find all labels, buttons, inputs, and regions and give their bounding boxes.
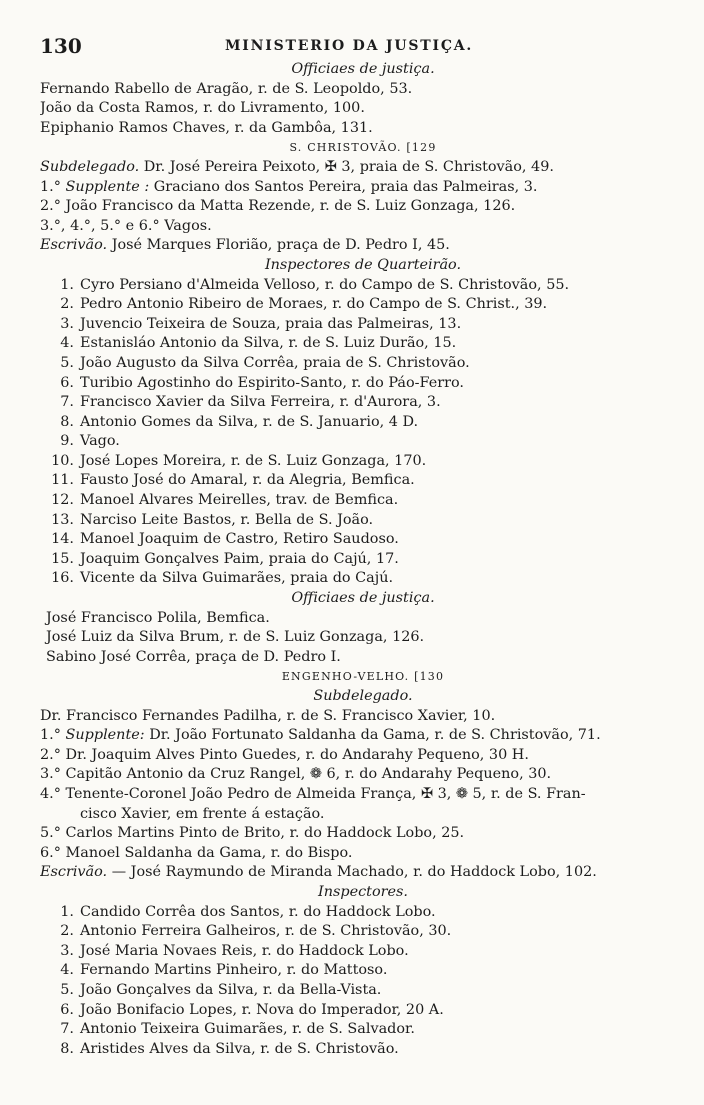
item-text: Joaquim Gonçalves Paim, praia do Cajú, 17. xyxy=(80,550,399,567)
item-number: 1. xyxy=(60,903,74,920)
item-number: 15. xyxy=(51,550,74,567)
district-title: ENGENHO-VELHO. [130 xyxy=(281,670,445,684)
item-text: Cyro Persiano d'Almeida Velloso, r. do Campo de S. Christovão, 55. xyxy=(80,276,570,293)
item-number: 6. xyxy=(60,1001,74,1018)
item-text: Vago. xyxy=(80,433,120,450)
item-text: Manoel Joaquim de Castro, Retiro Saudoso. xyxy=(80,531,399,548)
item-text: Antonio Ferreira Galheiros, r. de S. Christovão, 30. xyxy=(80,923,452,940)
section-heading: Officiaes de justiça. xyxy=(291,61,435,77)
item-number: 7. xyxy=(60,394,74,411)
item-number: 14. xyxy=(51,531,74,548)
item-text: Fausto José do Amaral, r. da Alegria, Bemfica. xyxy=(80,472,415,489)
section-heading: Inspectores de Quarteirão. xyxy=(264,256,462,273)
item-number: 4. xyxy=(60,962,74,979)
supplente-number: 1.° xyxy=(40,727,61,744)
page-header xyxy=(40,34,686,60)
item-text: Narciso Leite Bastos, r. Bella de S. João. xyxy=(80,511,374,528)
list-item: Sabino José Corrêa, praça de D. Pedro I. xyxy=(46,648,341,665)
item-text: Pedro Antonio Ribeiro de Moraes, r. do Campo de S. Christ., 39. xyxy=(80,296,548,313)
item-text: João Gonçalves da Silva, r. da Bella-Vista. xyxy=(80,981,382,998)
list-item: Epiphanio Ramos Chaves, r. da Gambôa, 131. xyxy=(40,119,373,136)
list-item xyxy=(40,354,686,374)
escrivao-label: Escrivão. xyxy=(40,864,108,881)
item-number: 5. xyxy=(60,354,74,371)
supplente-line: 3.° Capitão Antonio da Cruz Rangel, ❁ 6, r. do Andarahy Pequeno, 30. xyxy=(40,766,552,783)
item-number: 5. xyxy=(60,981,74,998)
escrivao-text: — José Raymundo de Miranda Machado, r. do Haddock Lobo, 102. xyxy=(111,864,597,881)
section-heading: Inspectores. xyxy=(318,883,408,900)
list-item xyxy=(40,295,686,315)
escrivao-label: Escrivão. xyxy=(40,237,108,254)
list-item xyxy=(40,569,686,589)
list-item xyxy=(40,393,686,413)
item-text: José Maria Novaes Reis, r. do Haddock Lobo. xyxy=(80,942,409,959)
escrivao-line xyxy=(40,863,686,883)
subdelegado-text: Dr. José Pereira Peixoto, ✠ 3, praia de S. Christovão, 49. xyxy=(143,158,554,175)
supplente-line xyxy=(40,178,686,198)
item-number: 10. xyxy=(51,452,74,469)
supplente-line: 2.° Dr. Joaquim Alves Pinto Guedes, r. do Andarahy Pequeno, 30 H. xyxy=(40,746,529,763)
list-item xyxy=(40,491,686,511)
subdelegado-label: Subdelegado. xyxy=(40,158,140,175)
list-item xyxy=(40,903,686,923)
list-item xyxy=(40,471,686,491)
item-number: 4. xyxy=(60,335,74,352)
district-title: S. CHRISTOVÃO. [129 xyxy=(289,141,437,155)
item-number: 8. xyxy=(60,1040,74,1057)
list-item xyxy=(40,961,686,981)
vagos-line: 3.°, 4.°, 5.° e 6.° Vagos. xyxy=(40,217,212,234)
section-heading: Subdelegado. xyxy=(313,688,413,704)
supplente-line: 5.° Carlos Martins Pinto de Brito, r. do Haddock Lobo, 25. xyxy=(40,825,465,842)
item-text: Francisco Xavier da Silva Ferreira, r. d'Aurora, 3. xyxy=(80,394,441,411)
item-number: 1. xyxy=(60,276,74,293)
supplente-number: 1.° xyxy=(40,178,61,195)
supplente-label: Supplente: xyxy=(65,727,145,744)
list-item: João da Costa Ramos, r. do Livramento, 100. xyxy=(40,100,365,117)
list-item xyxy=(40,922,686,942)
item-number: 13. xyxy=(51,511,74,528)
list-item xyxy=(40,315,686,335)
supplente-line xyxy=(40,726,686,746)
subdelegado-line: Dr. Francisco Fernandes Padilha, r. de S. Francisco Xavier, 10. xyxy=(40,707,496,724)
supplente-label: Supplente : xyxy=(65,178,150,195)
item-number: 7. xyxy=(60,1021,74,1038)
list-item xyxy=(40,1001,686,1021)
item-text: João Augusto da Silva Corrêa, praia de S. Christovão. xyxy=(80,354,470,371)
list-item xyxy=(40,981,686,1001)
list-item xyxy=(40,530,686,550)
supplente-text: Graciano dos Santos Pereira, praia das Palmeiras, 3. xyxy=(153,178,538,195)
item-number: 9. xyxy=(60,433,74,450)
item-text: Estanisláo Antonio da Silva, r. de S. Luiz Durão, 15. xyxy=(80,335,457,352)
item-number: 3. xyxy=(60,942,74,959)
list-item xyxy=(40,432,686,452)
item-number: 16. xyxy=(51,570,74,587)
item-text: Juvencio Teixeira de Souza, praia das Palmeiras, 13. xyxy=(80,315,462,332)
list-item: José Francisco Polila, Bemfica. xyxy=(46,609,270,626)
item-text: Antonio Teixeira Guimarães, r. de S. Salvador. xyxy=(80,1021,415,1038)
item-text: Aristides Alves da Silva, r. de S. Christovão. xyxy=(80,1040,399,1057)
list-item: Fernando Rabello de Aragão, r. de S. Leopoldo, 53. xyxy=(40,80,413,97)
item-number: 8. xyxy=(60,413,74,430)
item-text: Vicente da Silva Guimarães, praia do Cajú. xyxy=(80,570,394,587)
list-item xyxy=(40,413,686,433)
item-text: Manoel Alvares Meirelles, trav. de Bemfica. xyxy=(80,492,399,509)
list-item xyxy=(40,452,686,472)
supplente-line: 2.° João Francisco da Matta Rezende, r. de S. Luiz Gonzaga, 126. xyxy=(40,198,516,215)
list-item xyxy=(40,1020,686,1040)
item-number: 11. xyxy=(51,472,74,489)
item-text: Antonio Gomes da Silva, r. de S. Januario, 4 D. xyxy=(80,413,419,430)
section-heading: Officiaes de justiça. xyxy=(291,590,435,607)
list-item xyxy=(40,1040,686,1060)
list-item xyxy=(40,550,686,570)
item-number: 2. xyxy=(60,296,74,313)
item-number: 2. xyxy=(60,923,74,940)
supplente-line-continued: cisco Xavier, em frente á estação. xyxy=(80,805,325,822)
list-item xyxy=(40,511,686,531)
item-text: Fernando Martins Pinheiro, r. do Mattoso. xyxy=(80,962,388,979)
item-number: 6. xyxy=(60,374,74,391)
item-text: João Bonifacio Lopes, r. Nova do Imperador, 20 A. xyxy=(80,1001,444,1018)
item-text: Turibio Agostinho do Espirito-Santo, r. do Páo-Ferro. xyxy=(80,374,464,391)
list-item: José Luiz da Silva Brum, r. de S. Luiz Gonzaga, 126. xyxy=(46,629,425,646)
supplente-line: 6.° Manoel Saldanha da Gama, r. do Bispo. xyxy=(40,844,353,861)
page-number: 130 xyxy=(40,34,82,58)
item-number: 12. xyxy=(51,492,74,509)
supplente-line: 4.° Tenente-Coronel João Pedro de Almeida França, ✠ 3, ❁ 5, r. de S. Fran- xyxy=(40,785,586,802)
escrivao-line xyxy=(40,236,686,256)
item-text: Candido Corrêa dos Santos, r. do Haddock Lobo. xyxy=(80,903,436,920)
escrivao-text: José Marques Florião, praça de D. Pedro I, 45. xyxy=(111,237,450,254)
list-item xyxy=(40,334,686,354)
running-head: MINISTERIO DA JUSTIÇA. xyxy=(225,38,474,54)
list-item xyxy=(40,942,686,962)
item-text: José Lopes Moreira, r. de S. Luiz Gonzaga, 170. xyxy=(80,452,427,469)
list-item xyxy=(40,374,686,394)
list-item xyxy=(40,276,686,296)
supplente-text: Dr. João Fortunato Saldanha da Gama, r. de S. Christovão, 71. xyxy=(149,727,601,744)
item-number: 3. xyxy=(60,315,74,332)
subdelegado-line xyxy=(40,158,686,178)
